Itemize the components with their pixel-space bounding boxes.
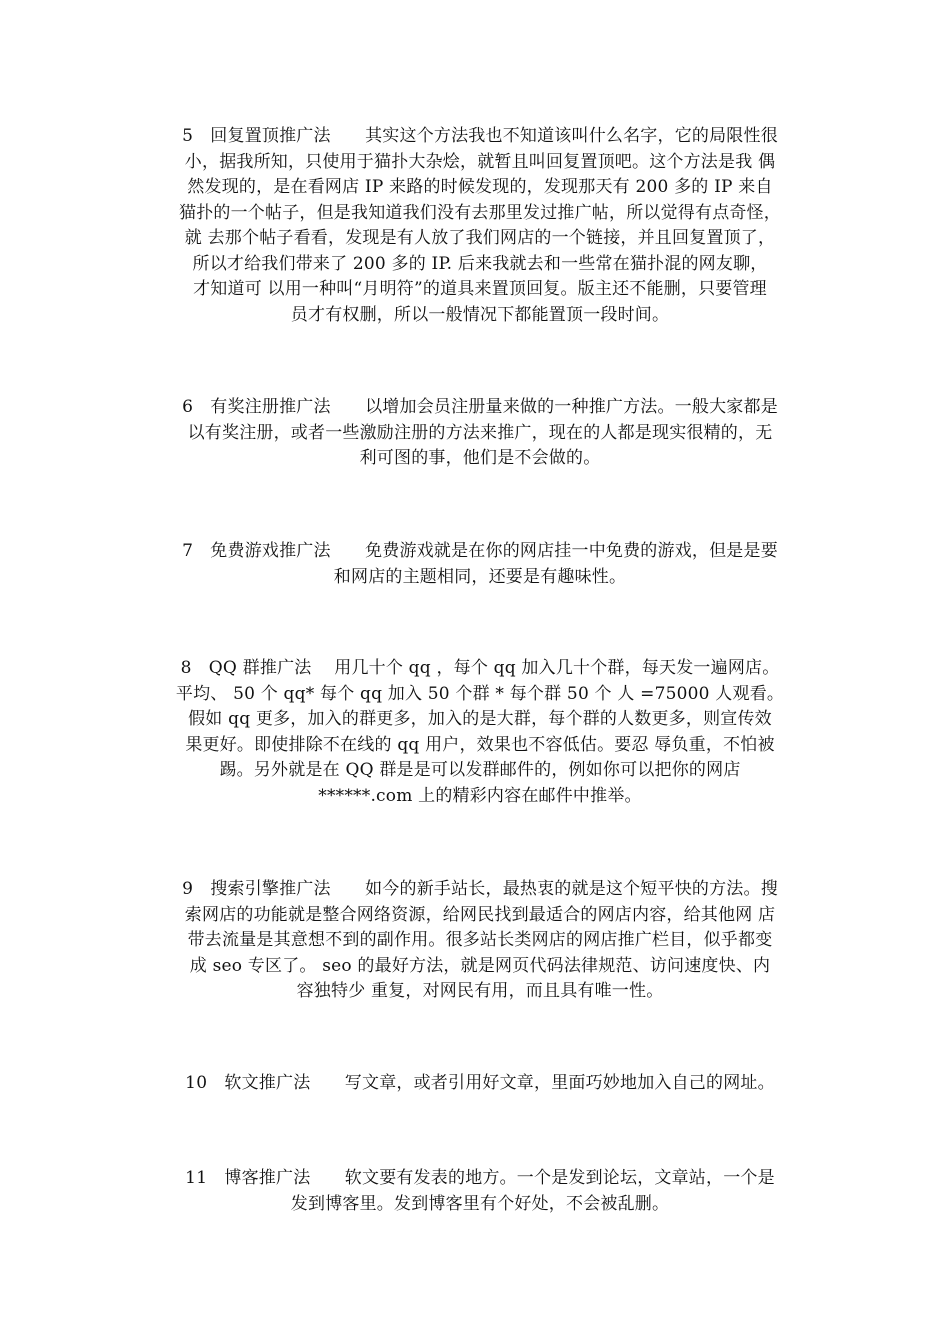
section-free-game-promotion xyxy=(140,539,820,590)
paragraph-line: 成 seo 专区了。 seo 的最好方法，就是网页代码法律规范、访问速度快、内 xyxy=(189,955,771,976)
paragraph-line: 平均、 50 个 qq* 每个 qq 加入 50 个群 * 每个群 50 个 人 =75000 人观看。 xyxy=(175,683,785,704)
paragraph-line: 5 回复置顶推广法 其实这个方法我也不知道该叫什么名字，它的局限性很 xyxy=(182,126,778,146)
paragraph-line: 踢。另外就是在 QQ 群是是可以发群邮件的，例如你可以把你的网店 xyxy=(219,760,741,780)
section-reply-pin-promotion xyxy=(140,124,820,328)
paragraph-line: 7 免费游戏推广法 免费游戏就是在你的网店挂一中免费的游戏，但是是要 xyxy=(182,541,778,561)
section-blog-promotion xyxy=(140,1166,820,1217)
paragraph-line: 容独特少 重复，对网民有用，而且具有唯一性。 xyxy=(296,981,664,1001)
paragraph-line: 10 软文推广法 写文章，或者引用好文章，里面巧妙地加入自己的网址。 xyxy=(185,1073,775,1093)
paragraph-line: 假如 qq 更多，加入的群更多，加入的是大群，每个群的人数更多，则宣传效 xyxy=(188,709,772,729)
paragraph-line: 小，据我所知，只使用于猫扑大杂烩，就暂且叫回复置顶吧。这个方法是我 偶 xyxy=(184,151,776,172)
paragraph-line: 发到博客里。发到博客里有个好处，不会被乱删。 xyxy=(290,1193,670,1214)
paragraph-line: 就 去那个帖子看看，发现是有人放了我们网店的一个链接，并且回复置顶了， xyxy=(184,228,776,248)
paragraph-line: 以有奖注册，或者一些激励注册的方法来推广，现在的人都是现实很精的，无 xyxy=(187,422,773,443)
paragraph-line: 索网店的功能就是整合网络资源，给网民找到最适合的网店内容，给其他网 店 xyxy=(184,904,776,925)
paragraph-line: 员才有权删，所以一般情况下都能置顶一段时间。 xyxy=(290,304,670,325)
paragraph-line: 8 QQ 群推广法 用几十个 qq ，每个 qq 加入几十个群，每天发一遍网店。 xyxy=(180,658,780,678)
paragraph-line: 才知道可 以用一种叫“月明符”的道具来置顶回复。版主还不能删，只要管理 xyxy=(193,279,767,299)
section-soft-article-promotion xyxy=(140,1071,820,1097)
paragraph-line: 所以才给我们带来了 200 多的 IP. 后来我就去和一些常在猫扑混的网友聊， xyxy=(192,253,768,274)
paragraph-line: 11 博客推广法 软文要有发表的地方。一个是发到论坛，文章站，一个是 xyxy=(185,1168,775,1188)
paragraph-line: ******.com 上的精彩内容在邮件中推举。 xyxy=(318,785,642,806)
paragraph-line: 猫扑的一个帖子，但是我知道我们没有去那里发过推广帖，所以觉得有点奇怪， xyxy=(179,202,781,223)
section-qq-group-promotion xyxy=(140,656,820,809)
paragraph-line: 然发现的，是在看网店 IP 来路的时候发现的，发现那天有 200 多的 IP 来自 xyxy=(187,177,773,197)
paragraph-line: 利可图的事，他们是不会做的。 xyxy=(359,448,601,468)
paragraph-line: 和网店的主题相同，还要是有趣味性。 xyxy=(333,566,627,587)
paragraph-line: 6 有奖注册推广法 以增加会员注册量来做的一种推广方法。一般大家都是 xyxy=(182,397,778,417)
paragraph-line: 9 搜索引擎推广法 如今的新手站长，最热衷的就是这个短平快的方法。搜 xyxy=(182,879,778,899)
section-search-engine-promotion xyxy=(140,877,820,1005)
section-reward-registration-promotion xyxy=(140,395,820,472)
paragraph-line: 带去流量是其意想不到的副作用。很多站长类网店的网店推广栏目，似乎都变 xyxy=(187,930,773,950)
paragraph-line: 果更好。即使排除不在线的 qq 用户，效果也不容低估。要忍 辱负重，不怕被 xyxy=(185,734,775,755)
